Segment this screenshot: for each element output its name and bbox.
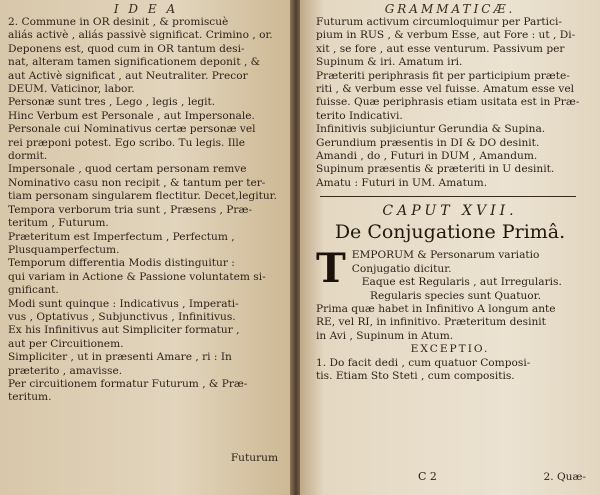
text-line: præterito , amavisse. bbox=[8, 364, 123, 377]
left-page bbox=[0, 0, 292, 495]
text-line: teritum. bbox=[8, 391, 52, 404]
text-line: riti , & verbum esse vel fuisse. Amatum esse vel bbox=[316, 83, 575, 96]
text-line: Infinitivis subjiciuntur Gerundia & Supina. bbox=[316, 123, 546, 136]
text-line: Tempora verborum tria sunt , Præsens , Præ- bbox=[8, 203, 253, 216]
exceptio-text bbox=[300, 357, 600, 384]
text-line: xit , se fore , aut esse venturum. Passivum per bbox=[316, 42, 565, 55]
text-line: qui variam in Actione & Passione voluntatem si- bbox=[8, 270, 266, 283]
left-text-block bbox=[0, 16, 292, 405]
text-line: Futurum activum circumloquimur per Partici- bbox=[316, 16, 562, 28]
text-line: nat, alteram tamen significationem deponit , & bbox=[8, 56, 261, 69]
chapter-intro bbox=[300, 245, 600, 303]
text-line: Simpliciter , ut in præsenti Amare , ri : In bbox=[8, 351, 232, 364]
signature-mark: C 2 bbox=[418, 470, 437, 483]
text-line: Modi sunt quinque : Indicativus , Imperati- bbox=[8, 297, 239, 310]
text-line: Ex his Infinitivus aut Simpliciter formatur , bbox=[8, 324, 240, 337]
text-line: Hinc Verbum est Personale , aut Impersonale. bbox=[8, 109, 255, 122]
text-line: Prima quæ habet in Infinitivo A longum ante bbox=[316, 302, 556, 315]
text-line: RE, vel RI, in infinitivo. Præteritum desinit bbox=[316, 316, 546, 329]
text-line: Conjugatio dicitur. bbox=[351, 262, 452, 275]
text-line: dormit. bbox=[8, 150, 48, 163]
text-line: gnificant. bbox=[8, 284, 59, 297]
text-line: aut Activè significat , aut Neutraliter. Precor bbox=[8, 69, 248, 82]
text-line: Personale cui Nominativus certæ personæ vel bbox=[8, 123, 256, 136]
chapter-title: De Conjugatione Primâ. bbox=[334, 221, 566, 244]
exceptio-heading: EXCEPTIO. bbox=[410, 343, 490, 356]
text-line: Supinum præsentis & præteriti in U desinit. bbox=[316, 163, 555, 176]
text-line: Personæ sunt tres , Lego , legis , legit. bbox=[8, 96, 216, 109]
text-line: aut per Circuitionem. bbox=[8, 337, 124, 350]
text-line: tis. Etiam Sto Steti , cum compositis. bbox=[316, 369, 515, 382]
text-line: Temporum differentia Modis distinguitur : bbox=[8, 257, 235, 270]
text-line: Amandi , do , Futuri in DUM , Amandum. bbox=[316, 150, 538, 163]
text-line: Deponens est, quod cum in OR tantum desi- bbox=[8, 42, 245, 55]
text-line: rei præponi potest. Ego scribo. Tu legis. Ille bbox=[8, 136, 246, 149]
left-running-head: I D E A bbox=[113, 2, 179, 16]
right-page bbox=[300, 0, 600, 495]
text-line: 1. Do facit dedi , cum quatuor Composi- bbox=[316, 356, 531, 369]
text-line: fuisse. Quæ periphrasis etiam usitata est in Præ- bbox=[316, 96, 580, 109]
text-line: vus , Optativus , Subjunctivus , Infinitivus. bbox=[8, 310, 236, 323]
text-line: pium in RUS , & verbum Esse, aut Fore : ut , Di- bbox=[316, 29, 576, 42]
section-rule bbox=[320, 196, 576, 197]
text-line: Impersonale , quod certam personam remve bbox=[8, 163, 247, 176]
text-line: teritum , Futurum. bbox=[8, 217, 109, 230]
text-line: Plusquamperfectum. bbox=[8, 243, 120, 256]
right-text-block bbox=[300, 16, 600, 190]
right-running-head: GRAMMATICÆ. bbox=[384, 2, 516, 16]
text-line: Amatu : Futuri in UM. Amatum. bbox=[316, 176, 488, 189]
text-line: Gerundium præsentis in DI & DO desinit. bbox=[316, 136, 540, 149]
text-line: Præteritum est Imperfectum , Perfectum , bbox=[8, 230, 235, 243]
conjugation-text bbox=[300, 303, 600, 343]
text-line: 2. Commune in OR desinit , & promiscuè bbox=[8, 16, 229, 28]
left-catchword: Futurum bbox=[230, 452, 278, 464]
text-line: tiam personam singularem flectitur. Decet,legitur. bbox=[8, 190, 277, 203]
text-line: Nominativo casu non recipit , & tantum per ter- bbox=[8, 176, 266, 189]
text-line: Præteriti periphrasis fit per participium præte- bbox=[316, 69, 570, 82]
text-line: Per circuitionem formatur Futurum , & Præ- bbox=[8, 377, 248, 390]
drop-cap: T bbox=[316, 245, 346, 293]
text-line: Regularis species sunt Quatuor. bbox=[370, 289, 541, 302]
text-line: in Avi , Supinum in Atum. bbox=[316, 329, 454, 342]
text-line: terito Indicativi. bbox=[316, 109, 403, 122]
chapter-number: CAPUT XVII. bbox=[382, 203, 518, 220]
text-line: aliás activè , aliás passivè significat. Crimino , or. bbox=[8, 29, 273, 42]
text-line: Supinum & iri. Amatum iri. bbox=[316, 56, 463, 69]
text-line: Eaque est Regularis , aut Irregularis. bbox=[361, 276, 562, 289]
text-line: DEUM. Vaticinor, labor. bbox=[8, 83, 135, 96]
right-catchword: 2. Quæ- bbox=[543, 471, 586, 483]
text-line: EMPORUM & Personarum variatio bbox=[351, 249, 540, 262]
